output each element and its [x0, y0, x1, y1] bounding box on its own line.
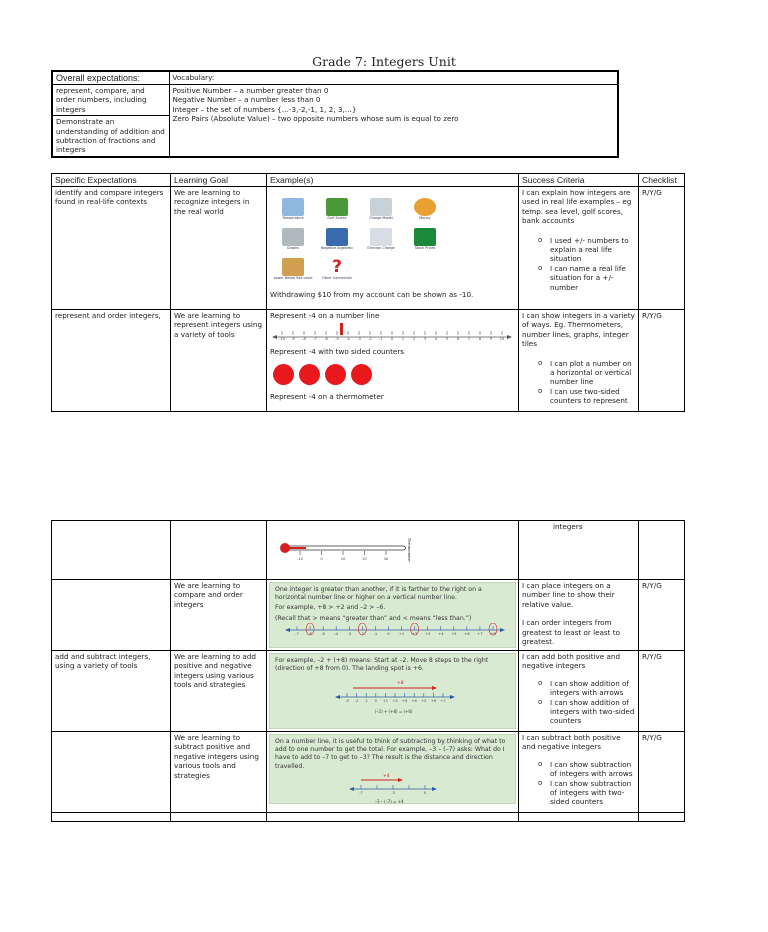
tick-label: +4 [411, 699, 417, 704]
tick-label: -8 [302, 337, 306, 342]
tick-label: +6 [430, 699, 437, 704]
row6-goal: We are learning to subtract positive and negative integers using various tools and strategies [171, 732, 267, 813]
subtraction-text: On a number line, it is useful to think of subtracting by thinking of what to add to one number to get the total. For example, –3 – (–7) asks: What do I have to add to –7 to get to –3? The result is the distance and direction travelled. [275, 738, 506, 770]
tick-label: 3 [423, 337, 427, 342]
header-checklist: Checklist [639, 174, 685, 187]
tick-label: +8 [490, 630, 496, 636]
row4-success-1: I can place integers on a number line to show their relative value. [522, 581, 615, 609]
golf-image: Golf Scores [322, 198, 352, 224]
sea-level-image: Lower Below Sea Level [278, 258, 308, 284]
expectations-table-part2 [51, 520, 685, 822]
compare-text-1: One integer is greater than another, if it is farther to the right on a horizontal number line or higher on a vertical number line. [275, 586, 482, 602]
row6-success-item: o I can show subtraction of integers with two-sided counters [522, 779, 635, 807]
tick-label: 20 [362, 557, 367, 561]
empty-cell [171, 813, 267, 822]
tick-label: -4 [334, 630, 339, 636]
subtraction-number-line [275, 771, 511, 805]
tick-label: +7 [477, 630, 483, 636]
row2-success-intro: I can show integers in a variety of ways. Eg. Thermometers, number lines, graphs, integer tiles [522, 311, 635, 349]
thermometer-label: Thermometer [407, 538, 411, 562]
row5-example [267, 651, 519, 732]
tick-label: 1 [401, 337, 405, 342]
row2-checklist: R/Y/G [639, 310, 685, 412]
row5-checklist: R/Y/G [639, 651, 685, 732]
row5-spec: add and subtract integers, using a variety of tools [52, 651, 171, 732]
addition-number-line [275, 673, 511, 717]
tick-label: 10 [499, 337, 505, 342]
stock-image: Stock Prices [410, 228, 440, 254]
charge-model-image: Charge Model [366, 198, 396, 224]
number-line-minus-4 [270, 320, 514, 344]
tick-label: +3 [424, 630, 431, 636]
empty-cell [519, 813, 639, 822]
row1-success [519, 187, 639, 310]
row1-success-item: o I used +/- numbers to explain a real life situation [522, 236, 635, 264]
tick-label: -1 [364, 699, 368, 704]
row1-success-intro: I can explain how integers are used in real life examples – eg temp. sea level, golf scores, bank accounts [522, 188, 632, 226]
tick-label: +6 [464, 630, 470, 636]
red-counter [273, 364, 294, 385]
row4-success [519, 580, 639, 651]
subtraction-arrow-label: +4 [383, 773, 390, 779]
vocab-zero-pairs: Zero Pairs (Absolute Value) – two opposite numbers whose sum is equal to zero [172, 114, 459, 124]
tick-label: 6 [456, 337, 460, 342]
tick-label: 0 [387, 630, 390, 636]
red-counter [325, 364, 346, 385]
tick-label: 5 [445, 337, 449, 342]
tick-label: +1 [398, 630, 405, 636]
row1-example [267, 187, 519, 310]
compare-example-box [269, 582, 516, 648]
row4-success-2: I can order integers from greatest to least or least to greatest. [522, 618, 620, 647]
number-line-marker [340, 323, 343, 335]
tick-label: 0 [374, 699, 377, 704]
tick-label: -10 [297, 557, 303, 561]
tick-label: 0 [423, 790, 427, 795]
row2-ex1: Represent -4 on a number line [270, 311, 380, 320]
tick-label: 2 [412, 337, 416, 342]
overall-item-2: Demonstrate an understanding of addition and subtraction of fractions and integers [52, 116, 169, 157]
header-examples: Example(s) [267, 174, 519, 187]
tick-label: 8 [478, 337, 482, 342]
vocab-positive: Positive Number – a number greater than 0 [172, 86, 329, 95]
row1-spec: identify and compare integers found in real-life contexts [52, 187, 171, 310]
tick-label: -5 [321, 630, 326, 636]
row2-example [267, 310, 519, 412]
real-life-image-grid [273, 198, 515, 284]
tick-label: 0 [390, 337, 394, 342]
overall-item-1: represent, compare, and order numbers, including integers [52, 85, 169, 116]
empty-cell [639, 813, 685, 822]
vocab-list [169, 85, 618, 157]
tick-label: -5 [335, 337, 339, 342]
tick-label: -6 [308, 630, 312, 636]
vocab-label: Vocabulary: [169, 71, 618, 85]
row6-spec [52, 732, 171, 813]
tick-label: -2 [368, 337, 372, 342]
row2-ex3: Represent -4 on a thermometer [270, 391, 384, 401]
tick-label: -2 [354, 699, 359, 704]
tick-label: -1 [379, 337, 383, 342]
row2-goal: We are learning to represent integers using a variety of tools [171, 310, 267, 412]
header-specific-expectations: Specific Expectations [52, 174, 171, 187]
tick-label: -7 [295, 630, 299, 636]
row1-checklist: R/Y/G [639, 187, 685, 310]
tick-label: -6 [324, 337, 328, 342]
tick-label: 0 [320, 557, 323, 561]
tick-label: -7 [359, 790, 363, 795]
row6-success-item: o I can show subtraction of integers with arrows [522, 760, 635, 779]
algebra-image: Negative Algebraic [322, 228, 352, 254]
vocab-negative: Negative Number – a number less than 0 [172, 95, 321, 105]
tick-label: 30 [383, 557, 389, 561]
tick-label: -1 [373, 630, 378, 636]
row6-example [267, 732, 519, 813]
tick-label: -3 [391, 790, 395, 795]
row5-success-item: o I can show addition of integers with two-sided counters [522, 698, 635, 726]
temperature-image: Temperature [278, 198, 308, 224]
row2-success-item: o I can use two-sided counters to represent [522, 387, 635, 406]
subtraction-example-box [269, 734, 516, 804]
tick-label: 10 [340, 557, 346, 561]
row4-spec [52, 580, 171, 651]
header-learning-goal: Learning Goal [171, 174, 267, 187]
tick-label: -3 [357, 337, 361, 342]
row3-goal [171, 521, 267, 580]
tick-label: -9 [291, 337, 295, 342]
row5-goal: We are learning to add positive and negative integers using various tools and strategies [171, 651, 267, 732]
row1-goal: We are learning to recognize integers in the real world [171, 187, 267, 310]
addition-equation: (–2) + (+8) = (+6) [375, 709, 413, 715]
tick-label: -3 [347, 630, 352, 636]
question-image: ? Other Connection [322, 257, 352, 280]
tick-label: -3 [345, 699, 349, 704]
row2-ex2: Represent -4 with two sided counters [270, 346, 405, 356]
expectations-table-part1 [51, 173, 685, 412]
tick-label: 4 [434, 337, 438, 342]
tick-label: -4 [346, 337, 350, 342]
money-image: Money [410, 198, 440, 224]
graphs-image: Graphs [278, 228, 308, 254]
row1-example-caption: Withdrawing $10 from my account can be shown as -10. [270, 290, 474, 299]
tick-label: 7 [467, 337, 471, 342]
row6-checklist: R/Y/G [639, 732, 685, 813]
row3-example [267, 521, 519, 580]
header-success-criteria: Success Criteria [519, 174, 639, 187]
overall-heading: Overall expectations: [52, 71, 169, 85]
overall-expectations-table [51, 70, 619, 158]
addition-text: For example, –2 + (+8) means: Start at –2. Move 8 steps to the right (direction of +8 from 0). The landing spot is +6. [275, 657, 489, 673]
compare-number-line [275, 623, 511, 637]
tick-label: +3 [401, 699, 408, 704]
row5-success-intro: I can add both positive and negative integers [522, 652, 621, 671]
tick-label: +2 [392, 699, 398, 704]
empty-cell [267, 813, 519, 822]
row2-success-item: o I can plot a number on a horizontal or vertical number line [522, 359, 635, 387]
tick-label: +4 [437, 630, 444, 636]
subtraction-equation: –3 – (–7) = +4 [375, 798, 404, 804]
tick-label: +7 [440, 699, 446, 704]
red-counter [351, 364, 372, 385]
row4-checklist: R/Y/G [639, 580, 685, 651]
tick-label: +5 [421, 699, 427, 704]
tick-label: +2 [411, 630, 418, 636]
page-title: Grade 7: Integers Unit [312, 54, 456, 69]
tick-label: -10 [279, 337, 285, 342]
row6-success [519, 732, 639, 813]
vocab-integer: Integer – the set of numbers {…-3,-2,-1, 1, 2, 3,…} [172, 104, 357, 114]
row2-spec: represent and order integers, [52, 310, 171, 412]
row4-goal: We are learning to compare and order integers [171, 580, 267, 651]
row2-success [519, 310, 639, 412]
row5-success [519, 651, 639, 732]
tick-label: 9 [489, 337, 493, 342]
addition-arrow-label: +8 [397, 681, 404, 687]
tick-label: -7 [313, 337, 317, 342]
tick-label: -2 [360, 630, 365, 636]
row4-example [267, 580, 519, 651]
tick-label: +5 [450, 630, 457, 636]
row3-spec [52, 521, 171, 580]
row3-checklist [639, 521, 685, 580]
row1-success-item: o I can name a real life situation for a +/- number [522, 264, 635, 292]
compare-text-2: For example, +8 > +2 and –2 > –6. [275, 604, 386, 612]
compare-text-3: (Recall that > means “greater than” and < means “less than.”) [275, 614, 472, 622]
addition-example-box [269, 653, 516, 729]
thermometer-image [276, 532, 416, 572]
empty-cell [52, 813, 171, 822]
row6-success-intro: I can subtract both positive and negative integers [522, 733, 621, 752]
tick-label: +1 [382, 699, 389, 704]
row3-success: integers [519, 521, 639, 580]
red-counter [299, 364, 320, 385]
two-sided-counters [273, 364, 515, 387]
electron-image: Electron Charge [366, 228, 396, 254]
row5-success-item: o I can show addition of integers with arrows [522, 679, 635, 698]
